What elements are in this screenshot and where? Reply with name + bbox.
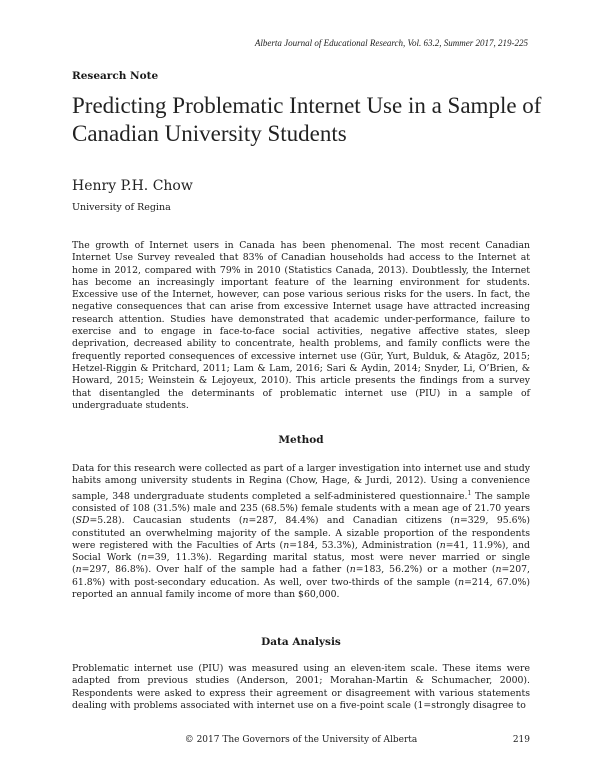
- method-paragraph: [72, 463, 530, 601]
- method-italic-9: n: [283, 539, 290, 551]
- author-affiliation: University of Regina: [72, 202, 171, 213]
- method-text-2: The sample consisted of 108 (31.5%) male and 235 (68.5%) female students with a mean age of 21.70 years (: [72, 490, 530, 527]
- article-title: Predicting Problematic Internet Use in a Sample of Canadian University Students: [72, 93, 542, 146]
- method-italic-7: n: [453, 515, 460, 527]
- method-text-8: =329, 95.6%) constituted an overwhelming majority of the sample. A sizable proportion of the respondents were registered with the Faculties of Arts (: [72, 515, 530, 551]
- page-number: 219: [512, 735, 530, 745]
- method-text-6: =287, 84.4%) and Canadian citizens (: [248, 515, 454, 527]
- data-analysis-heading: Data Analysis: [261, 636, 341, 648]
- method-text-0: Data for this research were collected as part of a larger investigation into internet use and study habits among university students in Regina (Chow, Hage, & Jurdi, 2012). Using a convenience sample, 348 undergraduate students completed a self-administered questionnaire.: [72, 463, 530, 502]
- method-italic-15: n: [75, 564, 82, 576]
- method-text-10: =184, 53.3%), Administration (: [289, 539, 440, 551]
- method-italic-17: n: [349, 564, 356, 576]
- method-italic-5: n: [242, 515, 249, 527]
- method-text-14: =39, 11.3%). Regarding marital status, most were never married or single (: [72, 552, 530, 576]
- method-italic-13: n: [141, 552, 148, 564]
- method-text-4: =5.28). Caucasian students (: [89, 515, 243, 527]
- copyright-notice: © 2017 The Governors of the University of Alberta: [184, 735, 418, 745]
- analysis-paragraph: Problematic internet use (PIU) was measured using an eleven-item scale. These items were adapted from previous studies (Anderson, 2001; Morahan-Martin & Schumacher, 2000). Respondents were asked to express their agreement or disagreement with various statements dealing with problems associated with internet use on a five-point scale (1=strongly disagree to: [72, 663, 530, 711]
- method-italic-19: n: [495, 564, 502, 576]
- section-label: Research Note: [72, 70, 159, 82]
- running-head: Alberta Journal of Educational Research, Vol. 63.2, Summer 2017, 219-225: [254, 38, 528, 48]
- method-text-16: =297, 86.8%). Over half of the sample had a father (: [81, 564, 350, 576]
- method-text-20: =207, 61.8%) with post-secondary education. As well, over two-thirds of the sample (: [72, 564, 530, 588]
- method-text-18: =183, 56.2%) or a mother (: [355, 564, 496, 576]
- author-name: Henry P.H. Chow: [72, 178, 193, 194]
- method-text-22: =214, 67.0%) reported an annual family income of more than $60,000.: [72, 576, 530, 601]
- intro-paragraph: The growth of Internet users in Canada has been phenomenal. The most recent Canadian Internet Use Survey revealed that 83% of Canadian households had access to the Internet at home in 2012, compared with 79% in 2010 (Statistics Canada, 2013). Doubtlessly, the Internet has become an increasingly important feature of the learning environment for students. Excessive use of the Internet, however, can pose various serious risks for the users. In fact, the negative consequences that can arise from excessive Internet usage have attracted increasing research attention. Studies have demonstrated that academic under-performance, failure to exercise and to engage in face-to-face social activities, negative affective states, sleep deprivation, decreased ability to concentrate, health problems, and family conflicts were the frequently reported consequences of excessive internet use (Gür, Yurt, Bulduk, & Atagöz, 2015; Hetzel-Riggin & Pritchard, 2011; Lam & Lam, 2016; Sari & Aydin, 2014; Snyder, Li, O’Brien, & Howard, 2015; Weinstein & Lejoyeux, 2010). This article presents the findings from a survey that disentangled the determinants of problematic internet use (PIU) in a sample of undergraduate students.: [72, 240, 530, 411]
- footnote-marker[interactable]: 1: [467, 489, 472, 497]
- method-text-12: =41, 11.9%), and Social Work (: [72, 539, 530, 564]
- method-heading: Method: [278, 434, 324, 446]
- method-italic-11: n: [439, 539, 446, 551]
- method-italic-3: SD: [75, 515, 90, 527]
- method-italic-21: n: [458, 576, 465, 588]
